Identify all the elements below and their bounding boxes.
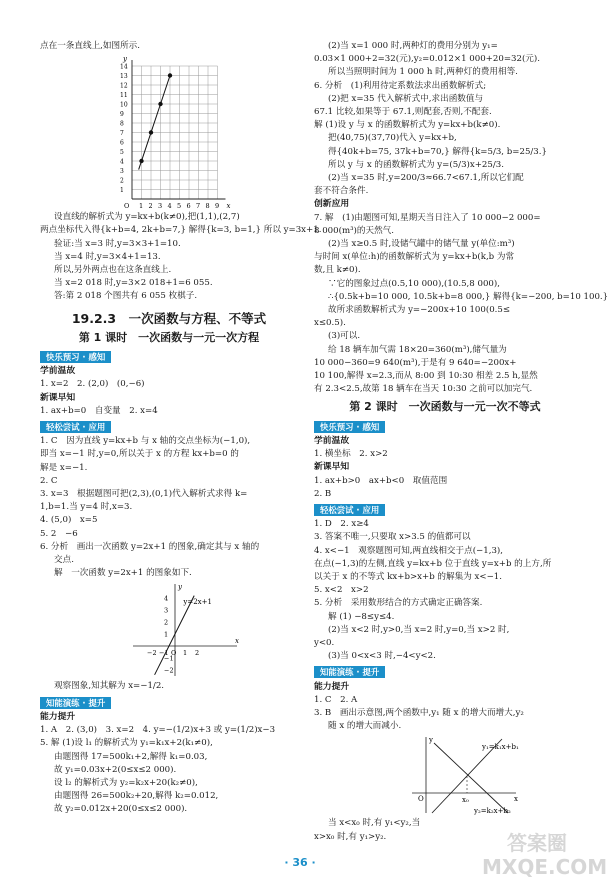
text-line: 8 000(m³)的天然气. bbox=[314, 225, 395, 236]
text-line: 4. x<−1 观察题图可知,两直线相交于点(−1,3), bbox=[314, 545, 503, 556]
subheading: 新课早知 bbox=[40, 392, 76, 403]
subheading: 学前温故 bbox=[314, 435, 350, 446]
text-line: 故 y₁=0.03x+2(0≤x≤2 000). bbox=[54, 764, 177, 775]
y-axis-label: y bbox=[123, 55, 127, 64]
x-tick-label: 5 bbox=[177, 202, 182, 211]
text-line: 所以 y 与 x 的函数解析式为 y=(5/3)x+25/3. bbox=[328, 159, 504, 170]
text-line: 5. 分析 采用数形结合的方式确定正确答案. bbox=[314, 598, 483, 609]
grid-figure bbox=[40, 53, 298, 211]
text-line: 所以,另外两点也在这条直线上. bbox=[54, 265, 172, 276]
section-band: 轻松尝试 · 应用 bbox=[40, 421, 111, 433]
y-tick-label: 4 bbox=[120, 158, 124, 166]
text-line: 1. D 2. x≥4 bbox=[314, 519, 369, 530]
y-tick-label: 1 bbox=[120, 187, 124, 195]
text-line: 3. 答案不唯一,只要取 x>3.5 的值都可以 bbox=[314, 532, 471, 543]
right-column bbox=[314, 40, 608, 844]
x-tick-label: 7 bbox=[196, 202, 201, 211]
text-line: 交点. bbox=[54, 555, 74, 566]
grid-chart bbox=[110, 53, 260, 211]
y-tick-label: 3 bbox=[164, 606, 169, 615]
text-line: 答:第 2 018 个图共有 6 055 枚棋子. bbox=[54, 291, 198, 302]
label-y1: y₁=k₁x+b₁ bbox=[482, 743, 519, 752]
cross-chart bbox=[404, 733, 524, 817]
text-line: (2)当 x<2 时,y>0,当 x=2 时,y=0,当 x>2 时, bbox=[328, 624, 510, 635]
y-tick-label: 8 bbox=[120, 120, 124, 128]
section-band: 轻松尝试 · 应用 bbox=[314, 504, 385, 516]
y-tick-label: 9 bbox=[120, 111, 124, 119]
text-line: 当 x<x₀ 时,有 y₁<y₂,当 bbox=[328, 818, 421, 829]
text-line: 4. (5,0) x=5 bbox=[40, 515, 98, 526]
text-line: 67.1 比较,如果等于 67.1,则配套,否则,不配套. bbox=[314, 107, 492, 118]
function-line bbox=[155, 596, 195, 675]
section-band: 知能演练 · 提升 bbox=[314, 666, 385, 678]
page-number: · 36 · bbox=[284, 856, 316, 869]
x-tick-label: 4 bbox=[167, 202, 172, 211]
text-line: 所以当照明时间为 1 000 h 时,两种灯的费用相等. bbox=[328, 67, 518, 78]
data-point bbox=[149, 131, 153, 135]
y-tick-label: 11 bbox=[120, 92, 128, 100]
x-tick-label: −1 bbox=[159, 649, 169, 658]
label-y: y bbox=[429, 736, 433, 745]
text-line: 故 y₂=0.012x+20(0≤x≤2 000). bbox=[54, 804, 188, 815]
function-label: y=2x+1 bbox=[183, 598, 212, 607]
subheading: 新课早知 bbox=[314, 462, 350, 473]
watermark: 答案圈 MXQE.COM bbox=[482, 831, 608, 879]
line-chart bbox=[125, 580, 245, 680]
text-line: 点在一条直线上,如图所示. bbox=[40, 41, 140, 51]
x-tick-label: −2 bbox=[147, 649, 157, 658]
line-y2 bbox=[434, 743, 508, 813]
label-x0: x₀ bbox=[462, 796, 469, 805]
text-line: 1,b=1.当 y=4 时,x=3. bbox=[40, 502, 133, 513]
text-line: 5. 解 (1)设 l₁ 的解析式为 y₁=k₁x+2(k₁≠0), bbox=[40, 738, 213, 749]
text-line: 10 100,解得 x=2.3,而从 8:00 到 10:30 相差 2.5 h,显然 bbox=[314, 371, 538, 382]
text-line: 7. 解 (1)由题图可知,星期天当日注入了 10 000−2 000= bbox=[314, 212, 541, 223]
text-line: (2)当 x≥0.5 时,设储气罐中的储气量 y(单位:m³) bbox=[328, 239, 515, 250]
text-line: 观察图象,知其解为 x=−1/2. bbox=[54, 681, 165, 692]
y-tick-label: −1 bbox=[164, 654, 174, 663]
data-point bbox=[139, 159, 143, 163]
text-line: (3)当 0<x<3 时,−4<y<2. bbox=[328, 651, 436, 662]
text-line: 解 (1) −8≤y≤4. bbox=[328, 611, 395, 622]
text-line: 5. x<2 x>2 bbox=[314, 585, 369, 596]
text-line: 套不符合条件. bbox=[314, 186, 369, 197]
text-line: (2)把 x=35 代入解析式中,求出函数值与 bbox=[328, 93, 484, 104]
x-tick-label: 3 bbox=[158, 202, 163, 211]
y-axis-label: y bbox=[178, 583, 182, 592]
y-tick-label: 13 bbox=[120, 73, 128, 81]
y-tick-label: −2 bbox=[164, 666, 174, 675]
line-figure bbox=[40, 580, 298, 680]
text-line: (3)可以. bbox=[328, 331, 361, 342]
text-line: 有 2.3<2.5,故第 18 辆车在当天 10:30 之前可以加完气. bbox=[314, 384, 533, 395]
x-tick-label: O bbox=[124, 202, 130, 211]
text-line: 在点(−1,3)的左侧,直线 y=kx+b 位于直线 y=x+b 的上方,所 bbox=[314, 558, 552, 569]
text-line: 1. C 2. A bbox=[314, 694, 358, 705]
text-line: 1. A 2. (3,0) 3. x=2 4. y=−(1/2)x+3 或 y=(1/2)x−3 bbox=[40, 725, 276, 736]
text-line: 6. 分析 画出一次函数 y=2x+1 的图象,确定其与 x 轴的 bbox=[40, 541, 260, 552]
data-point bbox=[168, 74, 172, 78]
text-line: 两点坐标代入得{k+b=4, 2k+b=7,} 解得{k=3, b=1,} 所以 y=3x+1. bbox=[40, 225, 322, 236]
text-line: y<0. bbox=[314, 637, 335, 648]
y-tick-label: 7 bbox=[120, 130, 124, 138]
text-line: 与时间 x(单位:h)的函数解析式为 y=kx+b(k,b 为常 bbox=[314, 252, 515, 263]
data-point bbox=[158, 102, 162, 106]
text-line: (2)当 x=1 000 时,两种灯的费用分别为 y₁= bbox=[328, 41, 498, 51]
text-line: 2. C bbox=[40, 475, 58, 486]
section-band: 快乐预习 · 感知 bbox=[314, 421, 385, 433]
x-tick-label: 8 bbox=[205, 202, 210, 211]
text-line: 当 x=2 018 时,y=3×2 018+1=6 055. bbox=[54, 278, 213, 289]
label-y2: y₂=k₂x+b₂ bbox=[474, 807, 511, 816]
text-line: 10 000−360=9 640(m³),于是有 9 640=−200x+ bbox=[314, 357, 517, 368]
lesson-title: 第 2 课时 一次函数与一元一次不等式 bbox=[349, 400, 541, 414]
y-tick-label: 4 bbox=[164, 594, 169, 603]
text-line: 5. 2 −6 bbox=[40, 528, 78, 539]
subheading: 学前温故 bbox=[40, 366, 76, 377]
left-column bbox=[40, 40, 322, 817]
text-line: 1. 横坐标 2. x>2 bbox=[314, 449, 388, 460]
text-line: 把(40,75)(37,70)代入 y=kx+b, bbox=[328, 133, 457, 144]
x-tick-label: O bbox=[171, 649, 177, 658]
text-line: 故所求函数解析式为 y=−200x+10 100(0.5≤ bbox=[328, 305, 511, 316]
lesson-title: 第 1 课时 一次函数与一元一次方程 bbox=[78, 330, 260, 344]
text-line: 3. x=3 根据题图可把(2,3),(0,1)代入解析式求得 k= bbox=[40, 489, 248, 500]
y-tick-label: 10 bbox=[120, 101, 128, 109]
text-line: 解是 x=−1. bbox=[40, 462, 88, 473]
y-tick-label: 2 bbox=[164, 618, 169, 627]
y-tick-label: 14 bbox=[120, 63, 128, 71]
text-line: 3. B 画出示意图,两个函数中,y₁ 随 x 的增大而增大,y₂ bbox=[314, 707, 524, 718]
x-tick-label: 6 bbox=[186, 202, 191, 211]
x-tick-label: 1 bbox=[183, 649, 188, 658]
cross-figure bbox=[314, 733, 576, 817]
text-line: (2)当 x=35 时,y=200/3≈66.7<67.1,所以它们配 bbox=[328, 173, 524, 184]
x-tick-label: 2 bbox=[195, 649, 200, 658]
text-line: 6. 分析 (1)利用待定系数法求出函数解析式; bbox=[314, 80, 487, 91]
x-tick-label: 9 bbox=[215, 202, 220, 211]
text-line: 给 18 辆车加气需 18×20=360(m³),储气量为 bbox=[328, 344, 507, 355]
text-line: 当 x=4 时,y=3×4+1=13. bbox=[54, 251, 161, 262]
text-line: 0.03×1 000+2=32(元),y₂=0.012×1 000+20=32(元). bbox=[314, 54, 540, 65]
x-axis-label: x bbox=[226, 202, 231, 211]
text-line: x>x₀ 时,有 y₁>y₂. bbox=[314, 831, 387, 842]
text-line: 解 一次函数 y=2x+1 的图象如下. bbox=[54, 568, 192, 579]
text-line: 1. ax+b>0 ax+b<0 取值范围 bbox=[314, 475, 448, 486]
text-line: x≤0.5). bbox=[314, 318, 346, 329]
section-band: 快乐预习 · 感知 bbox=[40, 351, 111, 363]
section-band: 知能演练 · 提升 bbox=[40, 697, 111, 709]
subheading: 能力提升 bbox=[40, 711, 76, 722]
y-tick-label: 1 bbox=[164, 630, 169, 639]
subheading: 创新应用 bbox=[314, 199, 350, 210]
y-tick-label: 6 bbox=[120, 139, 124, 147]
text-line: 设 l₂ 的解析式为 y₂=k₂x+20(k₂≠0), bbox=[54, 777, 198, 788]
text-line: 数,且 k≠0). bbox=[314, 265, 361, 276]
text-line: 即当 x=−1 时,y=0,所以关于 x 的方程 kx+b=0 的 bbox=[40, 449, 239, 460]
x-tick-label: 2 bbox=[148, 202, 153, 211]
text-line: 1. C 因为直线 y=kx+b 与 x 轴的交点坐标为(−1,0), bbox=[40, 436, 251, 447]
fit-line bbox=[139, 76, 170, 170]
text-line: ∵它的图象过点(0.5,10 000),(10.5,8 000), bbox=[328, 278, 500, 289]
x-axis-label: x bbox=[235, 637, 239, 646]
text-line: 2. B bbox=[314, 488, 332, 499]
subheading: 能力提升 bbox=[314, 681, 350, 692]
text-line: ∴{0.5k+b=10 000, 10.5k+b=8 000,} 解得{k=−200, b=10 100.} bbox=[328, 291, 608, 302]
y-tick-label: 2 bbox=[120, 177, 124, 185]
y-tick-label: 12 bbox=[120, 82, 128, 90]
text-line: 随 x 的增大而减小. bbox=[328, 721, 402, 732]
text-line: 解 (1)设 y 与 x 的函数解析式为 y=kx+b(k≠0). bbox=[314, 120, 501, 131]
section-title: 19.2.3 一次函数与方程、不等式 bbox=[71, 310, 267, 326]
text-line: 由题图得 17=500k₁+2,解得 k₁=0.03, bbox=[54, 751, 208, 762]
y-tick-label: 3 bbox=[120, 168, 124, 176]
text-line: 由题图得 26=500k₂+20,解得 k₂=0.012, bbox=[54, 791, 219, 802]
text-line: 以关于 x 的不等式 kx+b>x+b 的解集为 x<−1. bbox=[314, 571, 502, 582]
text-line: 得{40k+b=75, 37k+b=70,} 解得{k=5/3, b=25/3.} bbox=[328, 146, 547, 157]
text-line: 1. ax+b=0 自变量 2. x=4 bbox=[40, 405, 158, 416]
label-x: x bbox=[514, 795, 518, 804]
x-tick-label: 1 bbox=[139, 202, 144, 211]
y-tick-label: 5 bbox=[120, 149, 124, 157]
label-origin: O bbox=[418, 795, 424, 804]
text-line: 1. x=2 2. (2,0) (0,−6) bbox=[40, 379, 145, 390]
text-line: 设直线的解析式为 y=kx+b(k≠0),把(1,1),(2,7) bbox=[54, 212, 240, 223]
text-line: 验证:当 x=3 时,y=3×3+1=10. bbox=[54, 238, 181, 249]
